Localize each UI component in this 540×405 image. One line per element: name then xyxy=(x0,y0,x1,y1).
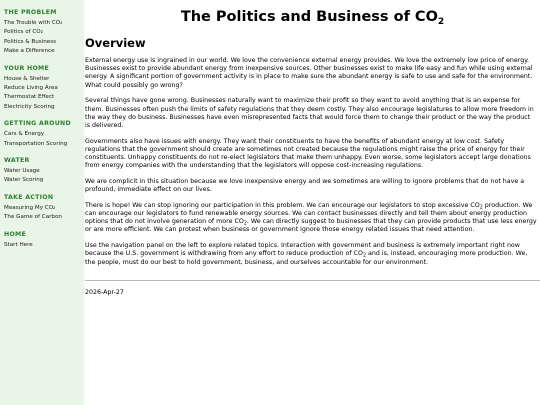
nav-link-house-shelter[interactable]: House & Shelter xyxy=(4,75,50,82)
paragraph-5-part-c: . We can directly suggest to businesses that they can provide products that use less energy or are more efficient. We can protest when business or government ignore those energy related issues that need attention. xyxy=(85,218,537,234)
paragraph-4: We are complicit in this situation because we love inexpensive energy and we sometimes are willing to ignore problems that do not have a profound, immediate effect on our lives. xyxy=(85,177,525,194)
paragraph-2: Several things have gone wrong. Businesses naturally want to maximize their profit so they want to avoid anything that is an expense for them. Businesses often push the limits of safety regulations that they deem costly. They also encourage legislatures to allow more freedom in the way they do business. Businesses have even misrepresented facts that would force them to change their product or the way the product is delivered. xyxy=(85,97,534,129)
sidebar-nav xyxy=(0,0,84,405)
divider xyxy=(85,280,540,281)
nav-link-measuring-my-co2[interactable]: Measuring My CO₂ xyxy=(4,204,56,211)
nav-heading-water: WATER xyxy=(4,157,30,165)
nav-link-game-of-carbon[interactable]: The Game of Carbon xyxy=(4,214,62,221)
nav-section-start xyxy=(4,231,84,250)
paragraph-1: External energy use is ingrained in our world. We love the convenience external energy provides. We love the extremely low price of energy. Businesses exist to provide abundant energy from inexpensive sources. Other businesses exist to make life easy and fun while using external energy. A significant portion of government activity is in place to make sure the abundant energy is safe to use and safe for the environment. What could possibly go wrong? xyxy=(85,57,533,89)
nav-link-water-usage[interactable]: Water Usage xyxy=(4,168,40,175)
paragraph-6-part-a: Use the navigation panel on the left to explore related topics. Interaction with government and business is extremely important right now because the U.S. government is withdrawing from any effort to reduce production of CO xyxy=(85,242,520,258)
nav-link-reduce-living-area[interactable]: Reduce Living Area xyxy=(4,85,58,92)
paragraph-5 xyxy=(85,202,537,235)
nav-heading-take-action: TAKE ACTION xyxy=(4,193,54,201)
paragraph-5-part-a: There is hope! We can stop ignoring our participation in this problem. We can encourage our legislators to stop excessive CO xyxy=(85,201,480,209)
page-title-text: The Politics and Business of CO xyxy=(180,9,438,25)
nav-link-thermostat-effect[interactable]: Thermostat Effect xyxy=(4,94,55,101)
paragraph-6-part-b: and is, instead, encouraging more production. We, the people, must do our best to hold government, business, and ourselves accountable for our environment. xyxy=(85,250,528,266)
co2-subscript: 2 xyxy=(479,205,483,211)
nav-section-water xyxy=(4,157,84,186)
page-title xyxy=(85,8,540,32)
nav-link-water-scoring[interactable]: Water Scoring xyxy=(4,177,44,184)
paragraph-5-part-b: production. We can encourage our legislators to fund renewable energy sources. We can contact businesses directly and tell them about energy production options that do not involve generation of more CO xyxy=(85,201,533,226)
co2-subscript: 2 xyxy=(243,221,247,227)
nav-section-getting-around xyxy=(4,120,84,149)
main-content xyxy=(85,0,540,405)
nav-link-politics-business[interactable]: Politics & Business xyxy=(4,38,57,45)
nav-link-cars-energy[interactable]: Cars & Energy xyxy=(4,131,45,138)
nav-section-problem xyxy=(4,9,84,57)
page-date: 2026-Apr-27 xyxy=(85,289,124,296)
nav-heading-your-home: YOUR HOME xyxy=(4,64,49,72)
nav-link-transportation-scoring[interactable]: Transportation Scoring xyxy=(4,140,68,147)
article-body xyxy=(85,57,537,274)
page-title-subscript: 2 xyxy=(437,17,445,27)
nav-link-electricity-scoring[interactable]: Electricity Scoring xyxy=(4,103,55,110)
nav-link-make-a-difference[interactable]: Make a Difference xyxy=(4,48,55,55)
section-title-overview: Overview xyxy=(85,36,146,50)
paragraph-3: Governments also have issues with energy. They want their constituents to have the benefits of abundant energy at low cost. Safety regulations that the government should create are sometimes not created because the regulations might raise the price of energy for their constituents. Unhappy constituents do not re-elect legislators that make them unhappy. Even worse, some legislators accept large donations from energy companies with the understanding that the legislators will oppose cost-increasing regulations. xyxy=(85,137,531,170)
nav-link-trouble-with-co2[interactable]: The Trouble with CO₂ xyxy=(4,20,63,26)
nav-heading-getting-around: GETTING AROUND xyxy=(4,120,71,128)
nav-section-take-action xyxy=(4,194,84,223)
nav-section-home xyxy=(4,65,84,113)
paragraph-6 xyxy=(85,242,537,267)
nav-link-politics-of-co2[interactable]: Politics of CO₂ xyxy=(4,29,43,36)
nav-heading-problem: THE PROBLEM xyxy=(4,9,57,16)
nav-link-start-here[interactable]: Start Here xyxy=(4,241,33,248)
co2-subscript: 2 xyxy=(362,253,367,259)
nav-heading-home: HOME xyxy=(4,230,27,238)
